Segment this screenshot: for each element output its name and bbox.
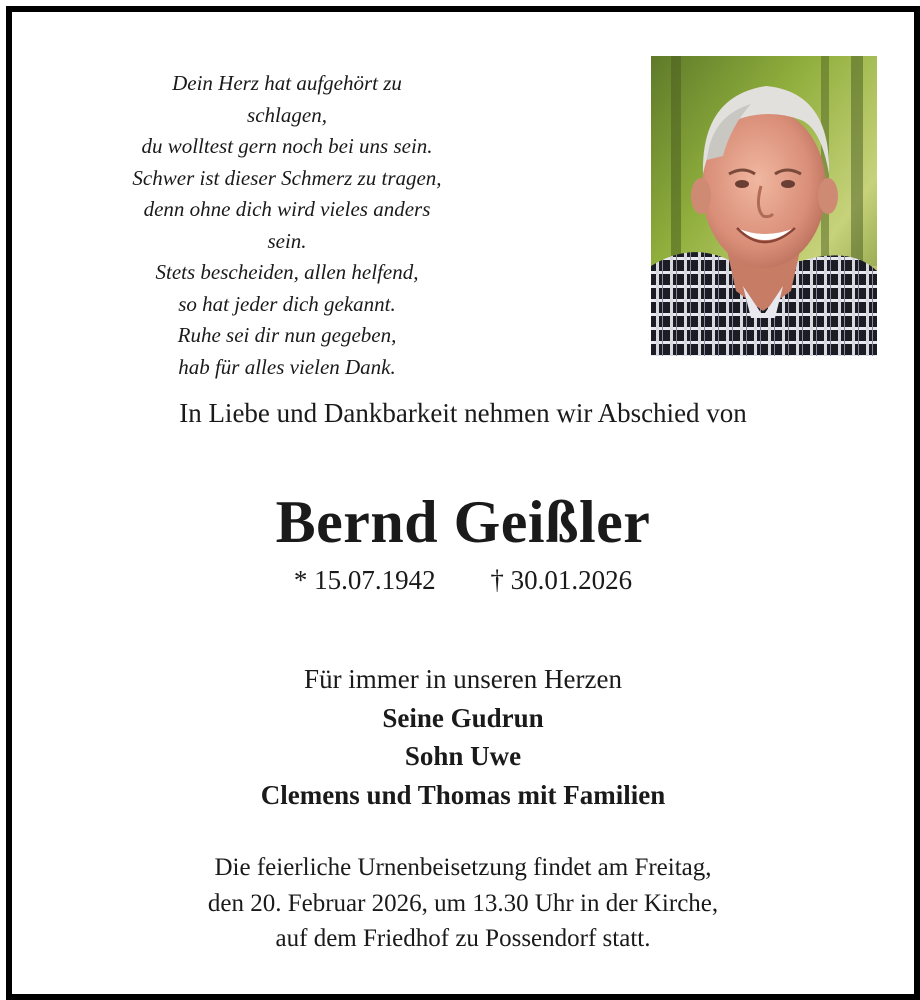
mourner-name: Clemens und Thomas mit Familien (260, 779, 666, 810)
poem-line: so hat jeder dich gekannt. (178, 291, 396, 316)
mourners (12, 660, 914, 814)
birth-date: * 15.07.1942 (293, 565, 436, 595)
mourners-lead: Für immer in unseren Herzen (304, 664, 622, 694)
poem (132, 68, 442, 383)
poem-line: Dein Herz hat aufgehört zu schlagen, (172, 71, 402, 127)
portrait-photo (651, 56, 877, 356)
notice-line: den 20. Februar 2026, um 13.30 Uhr in der Kirche, (207, 889, 719, 917)
life-dates (12, 565, 914, 596)
notice-line: auf dem Friedhof zu Possendorf statt. (275, 925, 651, 952)
mourner-name: Seine Gudrun (382, 702, 544, 733)
poem-line: Ruhe sei dir nun gegeben, (177, 323, 397, 347)
poem-line: du wolltest gern noch bei uns sein. (141, 134, 433, 158)
poem-line: Schwer ist dieser Schmerz zu tragen, (132, 165, 442, 190)
intro-text: In Liebe und Dankbarkeit nehmen wir Abschied von (179, 398, 747, 428)
poem-line: Stets bescheiden, allen helfend, (155, 260, 419, 284)
mourner-name: Sohn Uwe (404, 741, 522, 771)
funeral-notice (12, 850, 914, 957)
poem-line: denn ohne dich wird vieles anders sein. (143, 197, 431, 253)
poem-line: hab für alles vielen Dank. (178, 354, 396, 379)
death-date: † 30.01.2026 (490, 565, 633, 595)
deceased-name: Bernd Geißler (275, 489, 651, 555)
notice-line: Die feierliche Urnenbeisetzung findet am Freitag, (214, 854, 712, 881)
obituary-frame (6, 6, 920, 1000)
